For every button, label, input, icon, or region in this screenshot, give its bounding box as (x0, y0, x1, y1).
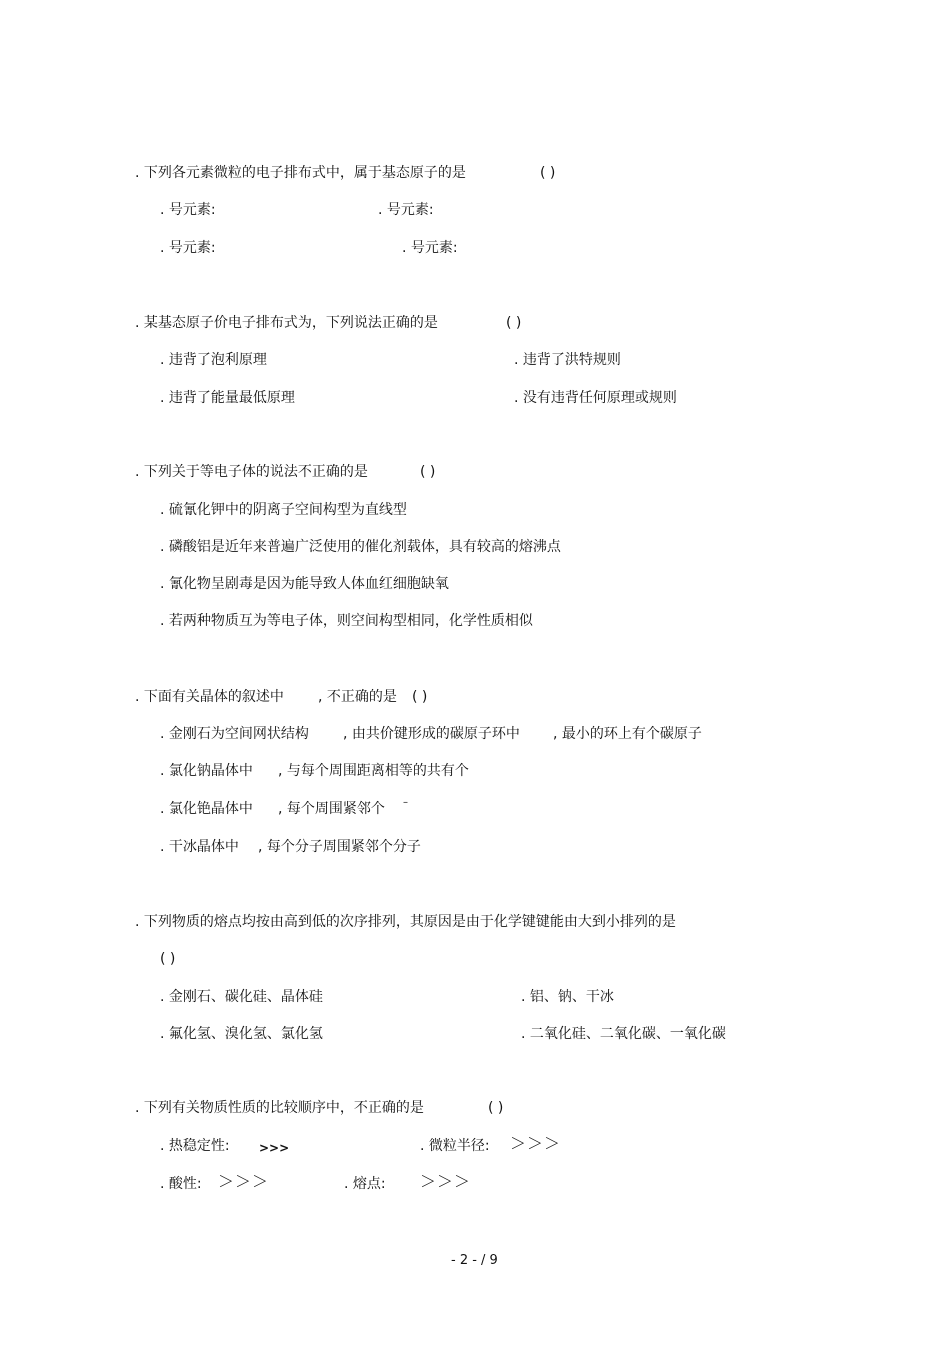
q1-answer-paren: ( ) (540, 165, 556, 181)
q3-option-b: . 磷酸铝是近年来普遍广泛使用的催化剂载体，具有较高的熔沸点 (160, 539, 561, 555)
q6-option-d-order: ＞＞＞ (420, 1172, 472, 1191)
q4-option-c-charge-mark: – (403, 797, 408, 808)
q4-option-b: . 氯化钠晶体中 (160, 763, 253, 779)
q3-option-c: . 氰化物呈剧毒是因为能导致人体血红细胞缺氧 (160, 576, 449, 592)
q4-option-a-part2: , 由共价键形成的碳原子环中 (343, 726, 520, 742)
q2-option-a: . 违背了泡利原理 (160, 352, 267, 368)
q1-option-a: . 号元素: (160, 202, 216, 218)
q2-option-b: . 违背了洪特规则 (514, 352, 621, 368)
q2-option-c: . 违背了能量最低原理 (160, 390, 295, 406)
q1-option-b: . 号元素: (378, 202, 434, 218)
q1-option-c: . 号元素: (160, 240, 216, 256)
q5-option-a: . 金刚石、碳化硅、晶体硅 (160, 989, 323, 1005)
q6-option-b: . 微粒半径: (420, 1138, 490, 1154)
q6-stem: . 下列有关物质性质的比较顺序中，不正确的是 (135, 1100, 424, 1116)
q4-option-d: . 干冰晶体中 (160, 839, 239, 855)
q6-option-d: . 熔点: (344, 1176, 386, 1192)
q1-stem: . 下列各元素微粒的电子排布式中，属于基态原子的是 (135, 165, 466, 181)
q6-option-c-order: ＞＞＞ (218, 1172, 270, 1191)
q1-option-d: . 号元素: (402, 240, 458, 256)
q6-option-a-order: >>> (259, 1141, 290, 1155)
q2-answer-paren: ( ) (506, 315, 522, 331)
q5-answer-paren: ( ) (160, 951, 176, 967)
q4-stem-tail: , 不正确的是 (318, 689, 397, 705)
q4-option-a: . 金刚石为空间网状结构 (160, 726, 309, 742)
page-number: - 2 - / 9 (451, 1253, 498, 1268)
q4-option-c: . 氯化铯晶体中 (160, 801, 253, 817)
q6-answer-paren: ( ) (488, 1100, 504, 1116)
q2-option-d: . 没有违背任何原理或规则 (514, 390, 677, 406)
q3-option-d: . 若两种物质互为等电子体，则空间构型相同，化学性质相似 (160, 613, 533, 629)
q3-option-a: . 硫氰化钾中的阴离子空间构型为直线型 (160, 502, 407, 518)
q5-option-d: . 二氧化硅、二氧化碳、一氧化碳 (521, 1026, 726, 1042)
q6-option-a: . 热稳定性: (160, 1138, 230, 1154)
q6-option-c: . 酸性: (160, 1176, 202, 1192)
q3-answer-paren: ( ) (420, 464, 436, 480)
q4-option-a-part3: , 最小的环上有个碳原子 (553, 726, 702, 742)
q4-option-d-part2: , 每个分子周围紧邻个分子 (258, 839, 421, 855)
q4-option-b-part2: , 与每个周围距离相等的共有个 (278, 763, 469, 779)
q4-option-c-part2: , 每个周围紧邻个 (278, 801, 385, 817)
q3-stem: . 下列关于等电子体的说法不正确的是 (135, 464, 368, 480)
q5-option-c: . 氟化氢、溴化氢、氯化氢 (160, 1026, 323, 1042)
q4-stem: . 下面有关晶体的叙述中 (135, 689, 284, 705)
q4-answer-paren: ( ) (412, 689, 428, 705)
q5-option-b: . 铝、钠、干冰 (521, 989, 614, 1005)
q5-stem: . 下列物质的熔点均按由高到低的次序排列，其原因是由于化学键键能由大到小排列的是 (135, 914, 676, 930)
q2-stem: . 某基态原子价电子排布式为，下列说法正确的是 (135, 315, 438, 331)
q6-option-b-order: ＞＞＞ (510, 1134, 562, 1153)
